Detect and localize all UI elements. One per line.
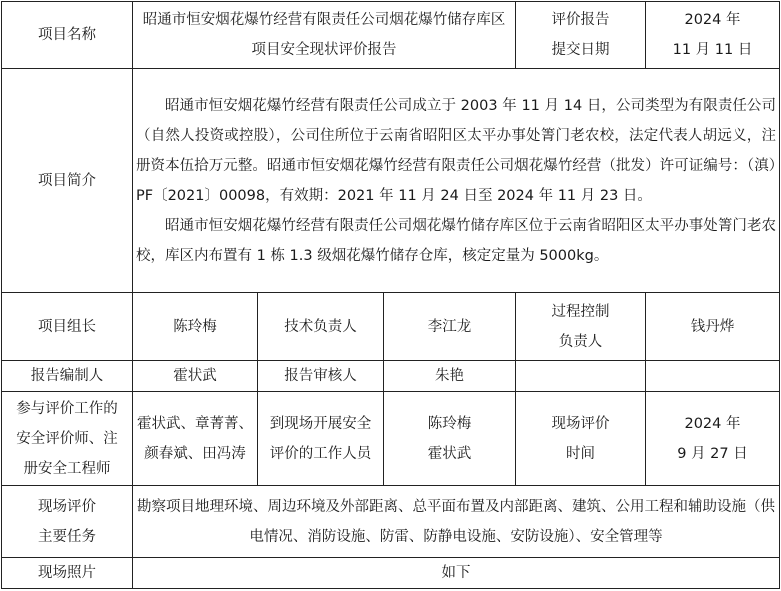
onsite-time-line2: 9 月 27 日 — [677, 445, 748, 462]
leader-value: 陈玲梅 — [133, 293, 258, 361]
project-name-value: 昭通市恒安烟花爆竹经营有限责任公司烟花爆竹储存库区项目安全现状评价报告 — [133, 2, 516, 69]
empty-cell-2 — [646, 361, 780, 392]
report-date-label-line2: 提交日期 — [551, 42, 610, 58]
report-date-label-line1: 评价报告 — [551, 12, 610, 28]
reviewer-label: 报告审核人 — [258, 361, 384, 392]
report-date-line2: 11 月 11 日 — [672, 42, 753, 58]
evaluators-label-line1: 参与评价工作的 — [16, 400, 118, 417]
row-evaluators — [2, 392, 780, 486]
onsite-staff-label — [258, 392, 384, 486]
evaluators-names-line2: 颜春斌、田冯涛 — [144, 445, 246, 462]
author-label: 报告编制人 — [2, 361, 133, 392]
tasks-label — [2, 486, 133, 558]
author-value: 霍状武 — [133, 361, 258, 392]
evaluators-names-line1: 霍状武、章菁菁、 — [137, 415, 253, 432]
photos-label: 现场照片 — [2, 558, 133, 589]
process-control-label — [516, 293, 646, 361]
project-info-table — [1, 1, 780, 589]
reviewer-value: 朱艳 — [384, 361, 516, 392]
tasks-value: 勘察项目地理环境、周边环境及外部距离、总平面布置及内部距离、建筑、公用工程和辅助设施（供电情况、消防设施、防雷、防静电设施、安防设施）、安全管理等 — [133, 486, 780, 558]
row-project-name — [2, 2, 780, 69]
tech-lead-label: 技术负责人 — [258, 293, 384, 361]
process-control-value: 钱丹烨 — [646, 293, 780, 361]
report-date-line1: 2024 年 — [684, 12, 741, 28]
project-intro-paragraph-2: 昭通市恒安烟花爆竹经营有限责任公司烟花爆竹储存库区位于云南省昭阳区太平办事处箐门老农校，库区内布置有 1 栋 1.3 级烟花爆竹储存仓库，核定定量为 5000kg。 — [136, 217, 776, 264]
process-control-label-line2: 负责人 — [558, 333, 603, 350]
evaluators-label-line2: 安全评价师、注 — [16, 430, 118, 447]
onsite-time-label-line1: 现场评价 — [551, 415, 610, 432]
onsite-time-line1: 2024 年 — [684, 415, 741, 432]
project-intro-value — [133, 69, 780, 293]
process-control-label-line1: 过程控制 — [551, 303, 610, 320]
row-report — [2, 361, 780, 392]
evaluators-label — [2, 392, 133, 486]
leader-label: 项目组长 — [2, 293, 133, 361]
onsite-staff-label-line1: 到现场开展安全 — [269, 415, 372, 432]
row-project-intro — [2, 69, 780, 293]
row-team — [2, 293, 780, 361]
tasks-label-line2: 主要任务 — [38, 528, 96, 545]
onsite-staff-name-2: 霍状武 — [427, 445, 472, 462]
onsite-staff-label-line2: 评价的工作人员 — [269, 445, 372, 462]
project-intro-label: 项目简介 — [2, 69, 133, 293]
empty-cell-1 — [516, 361, 646, 392]
row-photos — [2, 558, 780, 589]
onsite-time-label-line2: 时间 — [566, 445, 595, 462]
onsite-staff-name-1: 陈玲梅 — [427, 415, 472, 432]
tech-lead-value: 李江龙 — [384, 293, 516, 361]
report-date-value — [646, 2, 780, 69]
onsite-time-label — [516, 392, 646, 486]
evaluators-names — [133, 392, 258, 486]
evaluators-label-line3: 册安全工程师 — [23, 460, 111, 477]
project-name-label: 项目名称 — [2, 2, 133, 69]
onsite-staff-names — [384, 392, 516, 486]
tasks-label-line1: 现场评价 — [38, 498, 96, 515]
row-tasks — [2, 486, 780, 558]
photos-value: 如下 — [133, 558, 780, 589]
project-intro-paragraph-1: 昭通市恒安烟花爆竹经营有限责任公司成立于 2003 年 11 月 14 日，公司类型为有限责任公司（自然人投资或控股），公司住所位于云南省昭阳区太平办事处箐门老农校，法定代表人胡远义，注册资本伍拾万元整。昭通市恒安烟花爆竹经营有限责任公司烟花爆竹经营（批发）许可证编号：（滇）PF〔2021〕00098，有效期：2021 年 11 月 24 日至 2024 年 11 月 23 日。 — [136, 97, 776, 204]
report-date-label — [516, 2, 646, 69]
onsite-time-value — [646, 392, 780, 486]
